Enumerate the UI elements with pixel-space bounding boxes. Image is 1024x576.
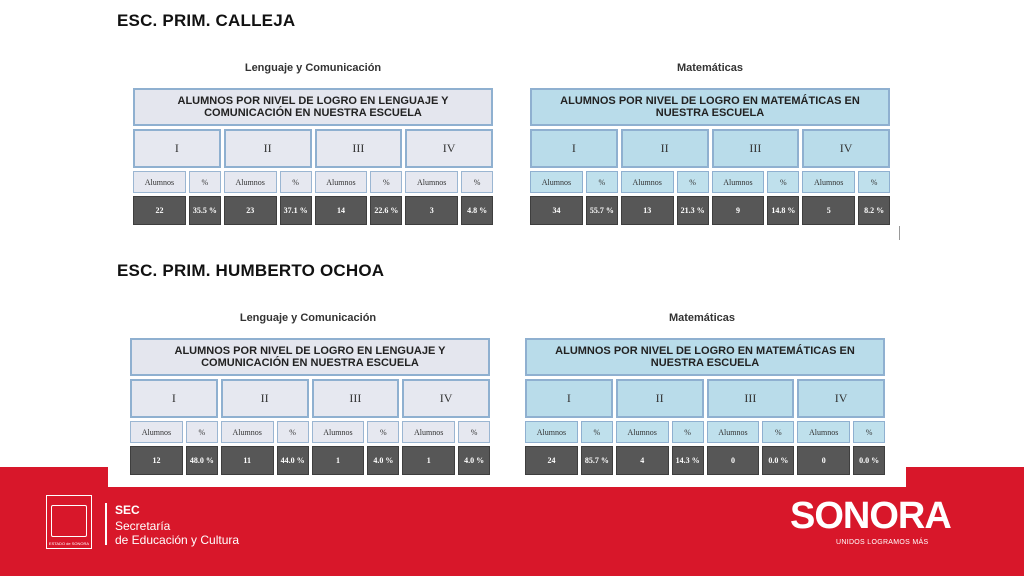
col-pct: % [189,171,221,193]
table-lenguaje-calleja [133,88,493,225]
table-header: ALUMNOS POR NIVEL DE LOGRO EN MATEMÁTICAS EN NUESTRA ESCUELA [530,88,890,126]
col-pct: % [581,421,613,443]
col-pct: % [853,421,885,443]
value-students: 9 [712,196,765,225]
col-students: Alumnos [530,171,583,193]
subject-lenguaje-2: Lenguaje y Comunicación [239,312,377,324]
col-students: Alumnos [707,421,760,443]
footer-divider [105,503,107,545]
value-pct: 0.0 % [853,446,885,475]
col-students: Alumnos [797,421,850,443]
value-students: 5 [802,196,855,225]
value-students: 0 [707,446,760,475]
subject-matematicas-2: Matemáticas [668,312,736,324]
value-pct: 4.8 % [461,196,493,225]
table-matematicas-ochoa [525,338,885,475]
school-title-humberto-ochoa: ESC. PRIM. HUMBERTO OCHOA [117,261,385,280]
level-cell: II [221,379,309,418]
level-cell: I [525,379,613,418]
col-students: Alumnos [130,421,183,443]
col-pct: % [277,421,309,443]
value-pct: 85.7 % [581,446,613,475]
level-cell: IV [797,379,885,418]
subject-matematicas-1: Matemáticas [676,62,744,74]
level-cell: IV [402,379,490,418]
value-students: 23 [224,196,277,225]
value-students: 0 [797,446,850,475]
col-students: Alumnos [312,421,365,443]
table-header: ALUMNOS POR NIVEL DE LOGRO EN MATEMÁTICAS EN NUESTRA ESCUELA [525,338,885,376]
col-students: Alumnos [405,171,458,193]
table-header: ALUMNOS POR NIVEL DE LOGRO EN LENGUAJE Y COMUNICACIÓN EN NUESTRA ESCUELA [130,338,490,376]
value-students: 14 [315,196,368,225]
col-pct: % [186,421,218,443]
col-students: Alumnos [224,171,277,193]
col-students: Alumnos [402,421,455,443]
col-pct: % [858,171,890,193]
col-students: Alumnos [221,421,274,443]
level-cell: III [712,129,800,168]
value-students: 11 [221,446,274,475]
col-pct: % [461,171,493,193]
seal-shield [51,505,87,537]
value-students: 13 [621,196,674,225]
col-students: Alumnos [616,421,669,443]
sec-line1: Secretaría [115,519,171,533]
value-students: 4 [616,446,669,475]
footer-band-right [906,467,1024,489]
value-pct: 8.2 % [858,196,890,225]
col-pct: % [762,421,794,443]
level-cell: III [312,379,400,418]
value-students: 34 [530,196,583,225]
level-cell: III [707,379,795,418]
value-pct: 35.5 % [189,196,221,225]
value-students: 12 [130,446,183,475]
col-pct: % [586,171,618,193]
col-pct: % [367,421,399,443]
col-pct: % [677,171,709,193]
level-cell: II [616,379,704,418]
value-students: 1 [312,446,365,475]
sonora-logo: SONORA [790,495,951,537]
col-pct: % [767,171,799,193]
value-pct: 37.1 % [280,196,312,225]
value-pct: 22.6 % [370,196,402,225]
col-pct: % [672,421,704,443]
level-cell: III [315,129,403,168]
table-matematicas-calleja [530,88,890,225]
value-pct: 4.0 % [458,446,490,475]
col-pct: % [458,421,490,443]
value-pct: 14.8 % [767,196,799,225]
col-students: Alumnos [525,421,578,443]
sec-label: SEC [115,503,140,517]
table-lenguaje-ochoa [130,338,490,475]
col-pct: % [370,171,402,193]
col-students: Alumnos [133,171,186,193]
col-students: Alumnos [621,171,674,193]
sonora-tagline: UNIDOS LOGRAMOS MÁS [836,539,929,546]
divider [899,226,900,240]
subject-lenguaje-1: Lenguaje y Comunicación [244,62,382,74]
col-students: Alumnos [712,171,765,193]
level-cell: I [130,379,218,418]
value-pct: 55.7 % [586,196,618,225]
value-pct: 44.0 % [277,446,309,475]
value-students: 24 [525,446,578,475]
value-pct: 14.3 % [672,446,704,475]
school-title-calleja: ESC. PRIM. CALLEJA [117,11,296,30]
table-header: ALUMNOS POR NIVEL DE LOGRO EN LENGUAJE Y COMUNICACIÓN EN NUESTRA ESCUELA [133,88,493,126]
col-students: Alumnos [802,171,855,193]
col-students: Alumnos [315,171,368,193]
sec-line2: de Educación y Cultura [115,533,240,547]
level-cell: I [133,129,221,168]
value-pct: 0.0 % [762,446,794,475]
value-pct: 21.3 % [677,196,709,225]
level-cell: IV [802,129,890,168]
level-cell: IV [405,129,493,168]
footer-band-left [0,467,108,489]
level-cell: I [530,129,618,168]
col-pct: % [280,171,312,193]
value-students: 3 [405,196,458,225]
level-cell: II [224,129,312,168]
level-cell: II [621,129,709,168]
value-students: 1 [402,446,455,475]
value-pct: 4.0 % [367,446,399,475]
state-seal-icon [46,495,92,549]
seal-text: ESTADO de SONORA [48,541,90,546]
value-pct: 48.0 % [186,446,218,475]
value-students: 22 [133,196,186,225]
